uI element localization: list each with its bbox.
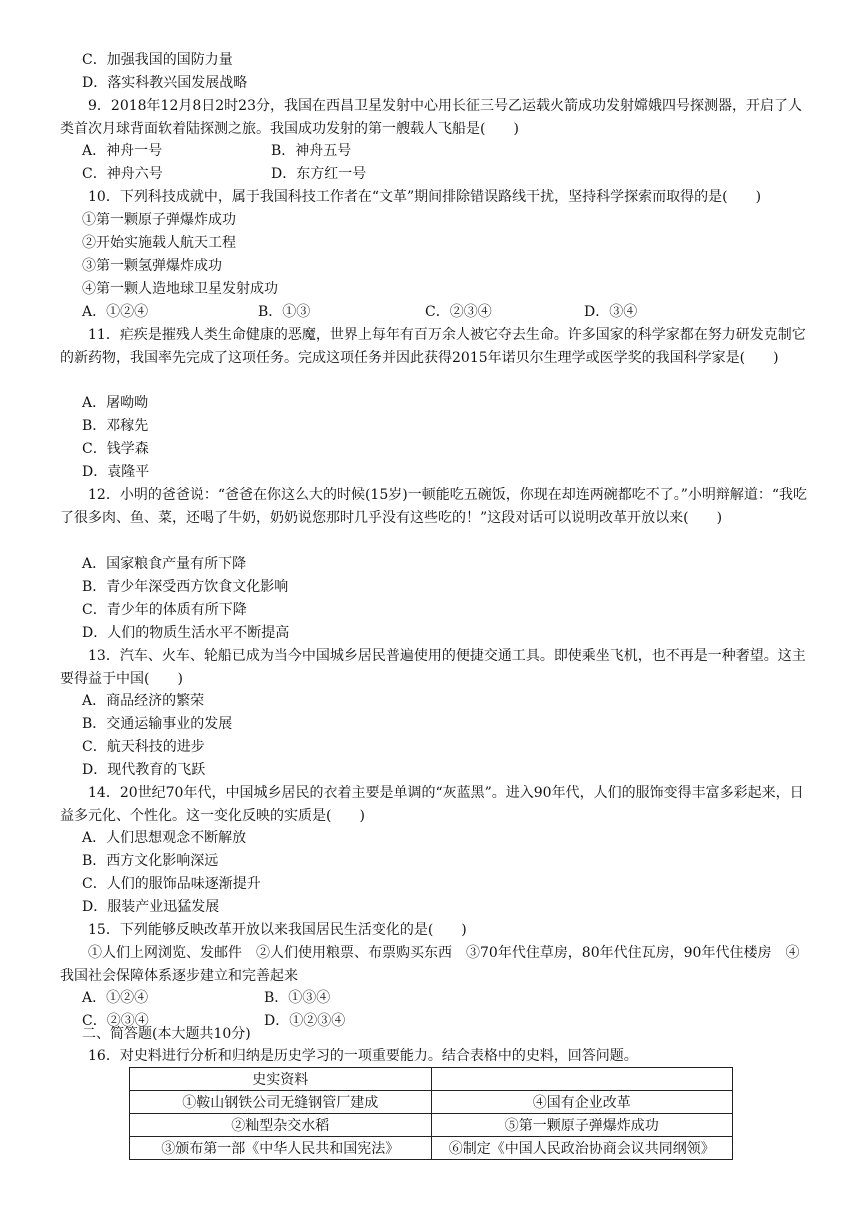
table-cell: ③颁布第一部《中华人民共和国宪法》 bbox=[130, 1137, 432, 1160]
q13-option-d: D．现代教育的飞跃 bbox=[82, 762, 206, 778]
table-cell: ②籼型杂交水稻 bbox=[130, 1114, 432, 1137]
q15-stem: 15．下列能够反映改革开放以来我国居民生活变化的是( ) bbox=[88, 922, 467, 938]
table-cell: ⑤第一颗原子弹爆炸成功 bbox=[431, 1114, 733, 1137]
q9-stem: 9．2018年12月8日2时23分，我国在西昌卫星发射中心用长征三号乙运载火箭成功发射嫦娥四号探测器，开启了人类首次月球背面软着陆探测之旅。我国成功发射的第一艘载人飞船是( ) bbox=[60, 98, 802, 137]
q10-item: ②开始实施载人航天工程 bbox=[82, 235, 236, 251]
table-header-cell: 史实资料 bbox=[130, 1068, 432, 1091]
history-facts-table bbox=[129, 1067, 733, 1160]
q13-option-c: C．航天科技的进步 bbox=[82, 739, 205, 755]
q10-option-a: A．①②④ bbox=[82, 304, 149, 320]
q9-option-d: D．东方红一号 bbox=[271, 166, 367, 182]
q11-option-a: A．屠呦呦 bbox=[82, 395, 149, 411]
q15-option-a: A．①②④ bbox=[82, 990, 149, 1006]
q9-option-c: C．神舟六号 bbox=[82, 166, 163, 182]
q8-option-c: C．加强我国的国防力量 bbox=[82, 52, 233, 68]
table-header-cell bbox=[431, 1068, 733, 1091]
q16-stem: 16．对史料进行分析和归纳是历史学习的一项重要能力。结合表格中的史料，回答问题。 bbox=[88, 1048, 638, 1064]
q9-option-b: B．神舟五号 bbox=[271, 143, 352, 159]
q14-stem: 14．20世纪70年代，中国城乡居民的衣着主要是单调的“灰蓝黑”。进入90年代，人们的服饰变得丰富多彩起来，日益多元化、个性化。这一变化反映的实质是( ) bbox=[60, 785, 804, 824]
q15-option-d: D．①②③④ bbox=[264, 1013, 346, 1029]
q14-option-c: C．人们的服饰品味逐渐提升 bbox=[82, 876, 261, 892]
q11-option-b: B．邓稼先 bbox=[82, 418, 149, 434]
table-row bbox=[130, 1091, 733, 1114]
q11-stem: 11．疟疾是摧残人类生命健康的恶魔，世界上每年有百万余人被它夺去生命。许多国家的科学家都在努力研发克制它的新药物，我国率先完成了这项任务。完成这项任务并因此获得2015年诺贝尔生理学或医学奖的我国科学家是( ) bbox=[60, 327, 806, 366]
q10-option-d: D．③④ bbox=[584, 304, 638, 320]
section-heading: 二、简答题(本大题共10分) bbox=[82, 1026, 251, 1042]
q13-stem: 13．汽车、火车、轮船已成为当今中国城乡居民普遍使用的便捷交通工具。即使乘坐飞机，也不再是一种奢望。这主要得益于中国( ) bbox=[60, 648, 806, 687]
q11-option-c: C．钱学森 bbox=[82, 441, 149, 457]
q15-option-c: C．②③④ bbox=[82, 1013, 149, 1029]
q9-option-a: A．神舟一号 bbox=[82, 143, 163, 159]
q10-option-b: B．①③ bbox=[258, 304, 311, 320]
q12-option-d: D．人们的物质生活水平不断提高 bbox=[82, 625, 290, 641]
q10-item: ③第一颗氢弹爆炸成功 bbox=[82, 258, 222, 274]
table-row bbox=[130, 1137, 733, 1160]
q13-option-b: B．交通运输事业的发展 bbox=[82, 716, 233, 732]
table-row bbox=[130, 1114, 733, 1137]
q12-option-b: B．青少年深受西方饮食文化影响 bbox=[82, 579, 289, 595]
q15-option-b: B．①③④ bbox=[264, 990, 331, 1006]
q14-option-b: B．西方文化影响深远 bbox=[82, 853, 219, 869]
q10-option-c: C．②③④ bbox=[425, 304, 492, 320]
q14-option-d: D．服装产业迅猛发展 bbox=[82, 899, 220, 915]
q12-option-a: A．国家粮食产量有所下降 bbox=[82, 556, 247, 572]
q12-option-c: C．青少年的体质有所下降 bbox=[82, 602, 247, 618]
q10-item: ④第一颗人造地球卫星发射成功 bbox=[82, 281, 278, 297]
q11-option-d: D．袁隆平 bbox=[82, 464, 150, 480]
q14-option-a: A．人们思想观念不断解放 bbox=[82, 830, 247, 846]
q10-stem: 10．下列科技成就中，属于我国科技工作者在“文革”期间排除错误路线干扰，坚持科学探索而取得的是( ) bbox=[88, 189, 762, 205]
table-cell: ①鞍山钢铁公司无缝钢管厂建成 bbox=[130, 1091, 432, 1114]
q10-item: ①第一颗原子弹爆炸成功 bbox=[82, 212, 236, 228]
q15-items: ①人们上网浏览、发邮件 ②人们使用粮票、布票购买东西 ③70年代住草房，80年代住瓦房，90年代住楼房 ④我国社会保障体系逐步建立和完善起来 bbox=[60, 945, 800, 984]
table-cell: ⑥制定《中国人民政治协商会议共同纲领》 bbox=[431, 1137, 733, 1160]
q12-stem: 12．小明的爸爸说：“爸爸在你这么大的时候(15岁)一顿能吃五碗饭，你现在却连两碗都吃不了。”小明辩解道：“我吃了很多肉、鱼、菜，还喝了牛奶，奶奶说您那时几乎没有这些吃的！”这段对话可以说明改革开放以来( ) bbox=[60, 487, 808, 526]
q13-option-a: A．商品经济的繁荣 bbox=[82, 693, 205, 709]
table-cell: ④国有企业改革 bbox=[431, 1091, 733, 1114]
q8-option-d: D．落实科教兴国发展战略 bbox=[82, 75, 248, 91]
table-header-row bbox=[130, 1068, 733, 1091]
